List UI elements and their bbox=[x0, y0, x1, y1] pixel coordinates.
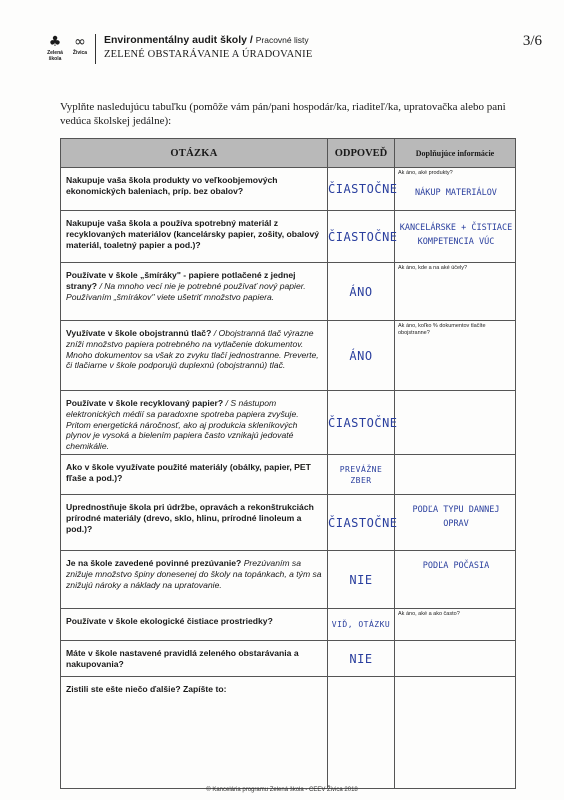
table-row bbox=[61, 263, 516, 321]
info-cell[interactable] bbox=[395, 551, 516, 609]
info-cell[interactable] bbox=[395, 609, 516, 641]
question-text: Používate v škole ekologické čistiace prostriedky? bbox=[66, 616, 273, 626]
info-cell[interactable] bbox=[395, 168, 516, 211]
question-note: / Obojstranná tlač výrazne zníži množstvo papiera potrebného na vytlačenie dokumentov. Mnoho dokumentov sa však zo zvyku tlačí jednostranne. Preverte, či tlačiarne v škole podporujú duplexnú (obojstrannú) tlač. bbox=[66, 328, 319, 371]
question-cell bbox=[61, 677, 328, 789]
info-cell[interactable] bbox=[395, 677, 516, 789]
info-answer: PODĽA POČASIA bbox=[422, 561, 490, 571]
page-header bbox=[44, 32, 544, 66]
question-cell bbox=[61, 495, 328, 551]
zivica-logo bbox=[69, 34, 91, 64]
info-cell[interactable] bbox=[395, 495, 516, 551]
tree-icon: ♣ bbox=[48, 34, 62, 50]
table-row bbox=[61, 677, 516, 789]
question-text: Nakupuje vaša škola a používa spotrebný materiál z recyklovaných materiálov (kancelársky papier, zošity, obalový materiál, toaletný papier a pod.)? bbox=[66, 218, 320, 250]
table-row bbox=[61, 168, 516, 211]
info-hint: Ak áno, aké produkty? bbox=[398, 170, 453, 176]
table-row bbox=[61, 321, 516, 391]
title-text: Environmentálny audit školy / bbox=[104, 34, 253, 46]
info-answer: PODĽA TYPU DANNEJ OPRAV bbox=[412, 505, 500, 529]
question-cell bbox=[61, 641, 328, 677]
table-row bbox=[61, 551, 516, 609]
logo1-caption: Zelená škola bbox=[47, 50, 63, 62]
info-cell[interactable] bbox=[395, 391, 516, 455]
answer-cell[interactable]: ÁNO bbox=[328, 321, 395, 391]
table-row bbox=[61, 641, 516, 677]
answer-cell[interactable]: ÁNO bbox=[328, 263, 395, 321]
info-answer: NÁKUP MATERIÁLOV bbox=[415, 188, 497, 198]
audit-table bbox=[60, 138, 516, 789]
question-text: Používate v škole „šmíráky" - papiere potlačené z jednej strany? bbox=[66, 270, 296, 291]
question-cell bbox=[61, 391, 328, 455]
page-number: 3/6 bbox=[522, 33, 542, 49]
info-cell[interactable] bbox=[395, 455, 516, 495]
question-text: Je na škole zavedené povinné prezúvanie? bbox=[66, 558, 242, 568]
info-hint bbox=[395, 455, 515, 457]
question-text: Uprednostňuje škola pri údržbe, opravách a rekonštrukciách prírodné materiály (drevo, sklo, hlinu, prírodné linoleum a pod.)? bbox=[66, 502, 314, 534]
answer-cell[interactable]: ČIASTOČNE bbox=[328, 391, 395, 455]
question-text: Zistili ste ešte niečo ďalšie? Zapíšte to: bbox=[66, 684, 227, 694]
question-cell bbox=[61, 321, 328, 391]
question-note: / S nástupom elektronických médií sa paradoxne spotreba papiera zvyšuje. Pritom energetická náročnosť, ako aj produkcia skleníkových plynov je vysoká a bielením papiera často vznikajú jedovaté chemikálie. bbox=[66, 398, 299, 452]
infinity-icon: ∞ bbox=[74, 34, 86, 50]
logo2-caption: Živica bbox=[72, 50, 88, 56]
question-note: Prezúvaním sa znižuje množstvo špiny donesenej do školy na topánkach, a tým sa znižujú nároky a náklady na upratovanie. bbox=[66, 558, 322, 590]
question-note: / Na mnoho vecí nie je potrebné používať nový papier. Používaním „šmírákov" viete ušetriť množstvo papiera. bbox=[66, 280, 306, 302]
question-text: Využívate v škole obojstrannú tlač? bbox=[66, 328, 212, 338]
answer-cell[interactable] bbox=[328, 677, 395, 789]
info-cell[interactable] bbox=[395, 211, 516, 263]
logos bbox=[44, 32, 92, 66]
info-hint bbox=[395, 391, 515, 393]
answer-cell[interactable]: ČIASTOČNE bbox=[328, 495, 395, 551]
answer-cell[interactable]: PREVÁŽNE ZBER bbox=[328, 455, 395, 495]
document-subtitle: ZELENÉ OBSTARÁVANIE A ÚRADOVANIE bbox=[104, 49, 313, 60]
question-cell bbox=[61, 551, 328, 609]
table-header-row bbox=[61, 139, 516, 168]
answer-cell[interactable]: ČIASTOČNE bbox=[328, 211, 395, 263]
zelena-skola-logo bbox=[44, 34, 66, 64]
header-question: OTÁZKA bbox=[61, 139, 328, 168]
info-hint: Ak áno, kde a na aké účely? bbox=[398, 265, 468, 271]
table-row bbox=[61, 609, 516, 641]
document-title bbox=[104, 34, 309, 46]
intro-text: Vyplňte nasledujúcu tabuľku (pomôže vám pán/pani hospodár/ka, riaditeľ/ka, upratovačka alebo pani vedúca školskej jedálne): bbox=[60, 101, 506, 127]
table-row bbox=[61, 211, 516, 263]
info-hint: Ak áno, koľko % dokumentov tlačíte obojstranne? bbox=[398, 323, 486, 336]
info-hint bbox=[395, 677, 515, 679]
question-cell bbox=[61, 168, 328, 211]
question-text: Používate v škole recyklovaný papier? bbox=[66, 398, 224, 408]
question-text: Máte v škole nastavené pravidlá zeleného obstarávania a nakupovania? bbox=[66, 648, 299, 669]
info-answer: KANCELÁRSKE + ČISTIACE KOMPETENCIA VÚC bbox=[399, 223, 513, 247]
table-row bbox=[61, 391, 516, 455]
info-cell[interactable] bbox=[395, 263, 516, 321]
question-text: Ako v škole využívate použité materiály (obálky, papier, PET fľaše a pod.)? bbox=[66, 462, 311, 483]
question-cell bbox=[61, 455, 328, 495]
header-info: Doplňujúce informácie bbox=[395, 139, 516, 168]
question-cell bbox=[61, 263, 328, 321]
info-hint bbox=[395, 551, 515, 553]
answer-cell[interactable]: NIE bbox=[328, 551, 395, 609]
answer-cell[interactable]: ČIASTOČNE bbox=[328, 168, 395, 211]
question-text: Nakupuje vaša škola produkty vo veľkoobjemových ekonomických baleniach, príp. bez obalov? bbox=[66, 175, 278, 196]
question-cell bbox=[61, 211, 328, 263]
answer-cell[interactable]: NIE bbox=[328, 641, 395, 677]
question-cell bbox=[61, 609, 328, 641]
info-cell[interactable] bbox=[395, 321, 516, 391]
info-hint bbox=[395, 641, 515, 643]
table-row bbox=[61, 455, 516, 495]
info-hint bbox=[395, 211, 515, 213]
header-divider bbox=[95, 34, 96, 64]
answer-cell[interactable]: VIĎ, OTÁZKU bbox=[328, 609, 395, 641]
info-cell[interactable] bbox=[395, 641, 516, 677]
title-suffix: Pracovné listy bbox=[255, 35, 309, 45]
page-footer: © Kancelária programu Zelená škola - CEEV Živica 2018 bbox=[206, 787, 358, 793]
info-hint bbox=[395, 495, 515, 497]
header-answer: ODPOVEĎ bbox=[328, 139, 395, 168]
info-hint: Ak áno, aké a ako často? bbox=[398, 611, 460, 617]
table-row bbox=[61, 495, 516, 551]
